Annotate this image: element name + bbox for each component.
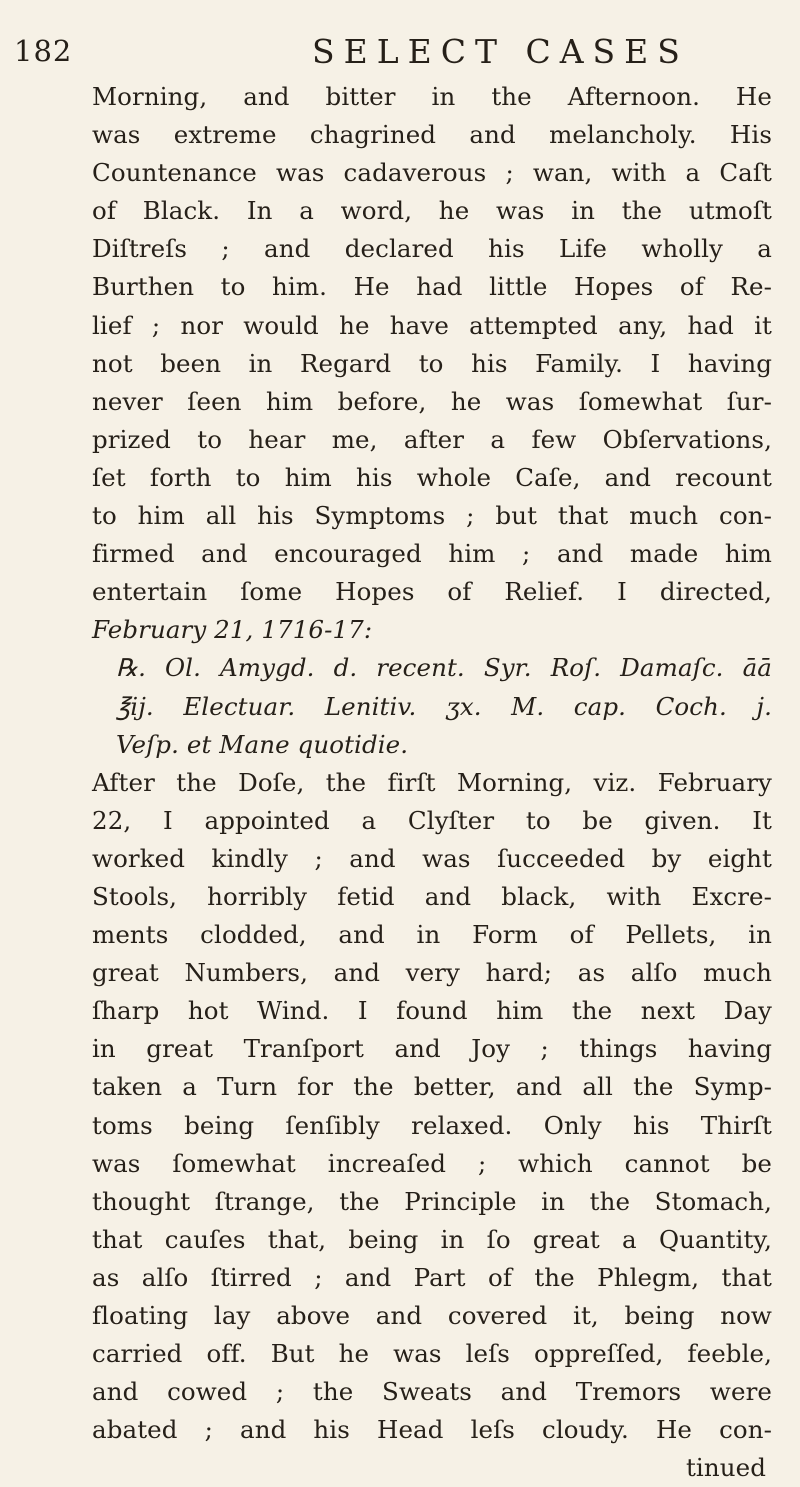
text-line: great Numbers, and very hard; as alſo much (92, 958, 772, 988)
text-line: was extreme chagrined and melancholy. His (92, 120, 772, 150)
text-line: ſharp hot Wind. I found him the next Day (92, 996, 772, 1026)
text-line: Burthen to him. He had little Hopes of Re- (92, 272, 772, 302)
text-line: Countenance was cadaverous ; wan, with a Caſt (92, 158, 772, 188)
text-line: in great Tranſport and Joy ; things having (92, 1034, 772, 1064)
running-head: SELECT CASES (312, 32, 689, 71)
text-line: as alſo ſtirred ; and Part of the Phlegm, that (92, 1262, 772, 1292)
text-line: of Black. In a word, he was in the utmoſt (92, 196, 772, 226)
text-line: After the Doſe, the firſt Morning, viz. February (92, 767, 772, 797)
text-line: 22, I appointed a Clyſter to be given. It (92, 805, 772, 835)
text-line: Stools, horribly fetid and black, with Excre- (92, 881, 772, 911)
body-text (92, 78, 772, 1487)
text-line: toms being ſenſibly relaxed. Only his Thirſt (92, 1110, 772, 1140)
text-line: prized to hear me, after a few Obſervations, (92, 424, 772, 454)
prescription-line: ℞. Ol. Amygd. d. recent. Syr. Roſ. Damaſc. āā (116, 653, 772, 683)
text-line: worked kindly ; and was ſucceeded by eight (92, 843, 772, 873)
text-line: taken a Turn for the better, and all the Symp- (92, 1072, 772, 1102)
page-header (0, 28, 800, 78)
text-line: lief ; nor would he have attempted any, had it (92, 310, 772, 340)
text-line: abated ; and his Head leſs cloudy. He con- (92, 1415, 772, 1445)
text-line: to him all his Symptoms ; but that much con- (92, 501, 772, 531)
prescription-line: ℥ij. Electuar. Lenitiv. ʒx. M. cap. Coch. j. (116, 691, 772, 721)
text-line: and cowed ; the Sweats and Tremors were (92, 1377, 772, 1407)
text-line: floating lay above and covered it, being now (92, 1301, 772, 1330)
text-line: carried off. But he was leſs oppreſſed, feeble, (92, 1339, 772, 1369)
text-line: thought ſtrange, the Principle in the Stomach, (92, 1186, 772, 1216)
text-line: firmed and encouraged him ; and made him (92, 539, 772, 569)
text-line: entertain ſome Hopes of Relief. I directed, (92, 577, 772, 607)
text-line: Morning, and bitter in the Afternoon. He (92, 82, 772, 111)
text-line: ments clodded, and in Form of Pellets, in (92, 920, 772, 950)
text-line: that cauſes that, being in ſo great a Quantity, (92, 1224, 772, 1254)
prescription-line: Veſp. et Mane quotidie. (116, 729, 409, 759)
text-line: never ſeen him before, he was ſomewhat ſur- (92, 386, 772, 416)
catchword: tinued (685, 1453, 766, 1483)
page-number: 182 (14, 34, 73, 68)
date-line: February 21, 1716-17: (92, 615, 373, 645)
text-line: Diſtreſs ; and declared his Life wholly a (92, 234, 772, 264)
text-line: not been in Regard to his Family. I having (92, 348, 772, 378)
text-line: ſet forth to him his whole Caſe, and recount (92, 462, 772, 492)
text-line: was ſomewhat increaſed ; which cannot be (92, 1148, 772, 1178)
